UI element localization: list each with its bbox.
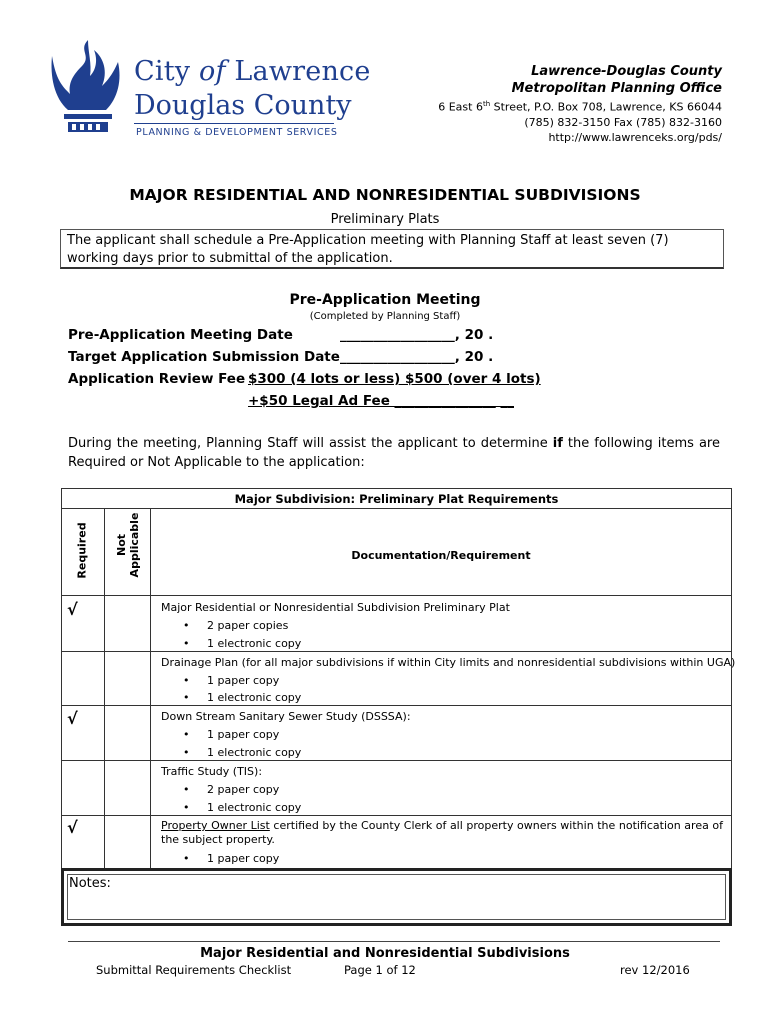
requirement-title: Traffic Study (TIS):: [161, 765, 263, 778]
requirement-title: Major Residential or Nonresidential Subdivision Preliminary Plat: [161, 601, 510, 614]
table-divider: [61, 651, 732, 652]
page-title: MAJOR RESIDENTIAL AND NONRESIDENTIAL SUBDIVISIONS: [129, 186, 641, 204]
intro-box: The applicant shall schedule a Pre-Application meeting with Planning Staff at least seven (7) working days prior to submittal of the application.: [60, 229, 724, 269]
col-header-documentation: Documentation/Requirement: [351, 549, 531, 562]
requirement-item: • 1 paper copy: [183, 674, 280, 687]
notes-box[interactable]: [61, 868, 732, 926]
city-logo-flame-icon: [48, 36, 128, 136]
office-address: 6 East 6th Street, P.O. Box 708, Lawrence, KS 66044: [438, 100, 722, 114]
requirement-title: Property Owner List certified by the County Clerk of all property owners within the notification area of the subject property.: [161, 819, 723, 846]
requirement-title: Drainage Plan (for all major subdivisions if within City limits and nonresidential subdivisions within UGA): [161, 656, 736, 669]
office-phone: (785) 832-3150 Fax (785) 832-3160: [524, 115, 722, 129]
requirement-item: • 1 electronic copy: [183, 746, 302, 759]
logo-text-county: Douglas County: [134, 90, 352, 121]
footer-revision: rev 12/2016: [620, 963, 690, 977]
required-checkmark[interactable]: √: [67, 709, 78, 728]
requirements-table: [61, 488, 732, 870]
fee-label: Application Review Fee: [68, 371, 246, 387]
meeting-date-field[interactable]: _________________, 20 .: [340, 327, 494, 343]
table-divider: [61, 508, 732, 509]
requirement-item: • 2 paper copies: [183, 619, 289, 632]
requirement-item: • 1 paper copy: [183, 852, 280, 865]
requirement-item: • 1 paper copy: [183, 728, 280, 741]
table-divider: [61, 815, 732, 816]
footer-title: Major Residential and Nonresidential Subdivisions: [200, 946, 570, 961]
meeting-date-label: Pre-Application Meeting Date: [68, 327, 293, 343]
logo-divider: [134, 123, 334, 124]
table-title: Major Subdivision: Preliminary Plat Requirements: [234, 492, 559, 506]
page-subtitle: Preliminary Plats: [330, 212, 440, 227]
office-name-1: Lawrence-Douglas County: [531, 64, 722, 79]
table-divider: [61, 705, 732, 706]
table-divider: [61, 595, 732, 596]
col-header-not-applicable: Not Applicable: [115, 512, 141, 578]
footer-left: Submittal Requirements Checklist: [96, 963, 292, 977]
legal-ad-fee[interactable]: +$50 Legal Ad Fee _______________ __: [248, 393, 514, 409]
logo-text-department: PLANNING & DEVELOPMENT SERVICES: [136, 127, 338, 138]
logo-text-city: City of Lawrence: [134, 56, 371, 87]
requirement-item: • 2 paper copy: [183, 783, 280, 796]
instructions-paragraph: During the meeting, Planning Staff will assist the applicant to determine if the following items are Required or Not Applicable to the application:: [68, 436, 720, 470]
required-checkmark[interactable]: √: [67, 600, 78, 619]
office-name-2: Metropolitan Planning Office: [511, 81, 722, 96]
pre-app-heading: Pre-Application Meeting: [289, 292, 481, 308]
required-checkmark[interactable]: √: [67, 818, 78, 837]
footer-page-number: Page 1 of 12: [344, 963, 416, 977]
requirement-item: • 1 electronic copy: [183, 801, 302, 814]
target-date-field[interactable]: _________________, 20 .: [340, 349, 494, 365]
requirement-item: • 1 electronic copy: [183, 637, 302, 650]
footer-divider: [68, 941, 720, 942]
office-info: [438, 63, 722, 145]
pre-app-subheading: (Completed by Planning Staff): [309, 311, 461, 322]
table-divider: [61, 760, 732, 761]
fee-value: $300 (4 lots or less) $500 (over 4 lots): [248, 371, 541, 387]
requirement-item: • 1 electronic copy: [183, 691, 302, 704]
target-date-label: Target Application Submission Date: [68, 349, 340, 365]
requirement-title: Down Stream Sanitary Sewer Study (DSSSA):: [161, 710, 411, 723]
col-header-required: Required: [75, 522, 89, 579]
office-url[interactable]: http://www.lawrenceks.org/pds/: [548, 130, 722, 144]
notes-label: Notes:: [69, 876, 111, 891]
